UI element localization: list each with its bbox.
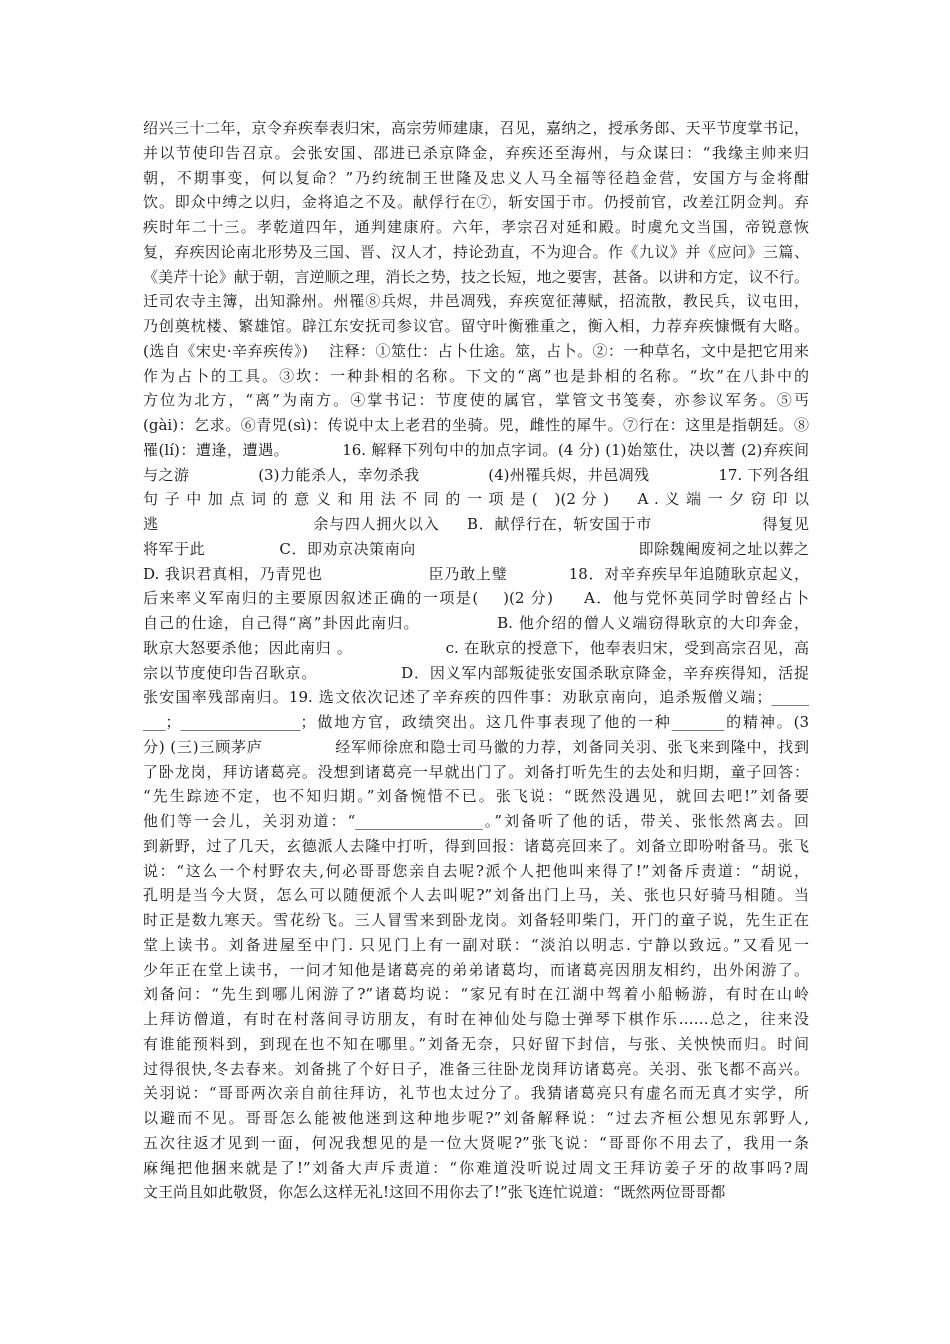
text-line: 并以节使印告召京。会张安国、邵进已杀京降金，弃疾还至海州，与众谋曰：“我缘主帅来归 xyxy=(143,143,809,162)
text-line: 迁司农寺主簿，出知滁州。州罹⑧兵烬，井邑凋残，弃疾宽征薄赋，招流散，教民兵，议屯田， xyxy=(143,292,809,311)
text-line: 分) (三)三顾茅庐 经军师徐庶和隐士司马徽的力荐，刘备同关羽、张飞来到隆中，找到 xyxy=(143,737,809,756)
text-line: 他们等一会儿，关羽劝道：“_________________。”刘备听了他的话，带关、张怅然离去。回 xyxy=(143,812,809,830)
text-line: 逃 余与四人拥火以入 B．献俘行在，斩安国于市 得复见 xyxy=(143,515,809,533)
text-line: 麻绳把他捆来就是了!”刘备大声斥责道：“你难道没听说过周文王拜访姜子牙的故事吗?周 xyxy=(143,1158,809,1177)
text-line: (选自《宋史·辛弃疾传》) 注释：①筮仕：占卜仕途。筮，占卜。②：一种草名，文中是把它用来 xyxy=(143,341,809,360)
text-line: 到新野，过了几天，玄德派人去隆中打听，得到回报：诸葛亮回来了。刘备立即吩咐备马。张飞 xyxy=(143,836,809,855)
text-line: 宗以节度使印告召耿京。 D．因义军内部叛徒张安国杀耿京降金，辛弃疾得知，活捉 xyxy=(143,663,809,682)
text-line: 上拜访僧道，有时在村落间寻访朋友，有时在神仙处与隐士弹琴下棋作乐……总之，往来没 xyxy=(143,1010,809,1028)
text-line: 绍兴三十二年，京令弃疾奉表归宋，高宗劳师建康，召见，嘉纳之，授承务郎、天平节度掌书记， xyxy=(143,119,809,137)
text-line: ___；________________；做地方官，政绩突出。这几件事表现了他的一种_______的精神。(3 xyxy=(143,713,809,731)
text-line: 孔明是当今大贤，怎么可以随便派个人去叫呢?”刘备出门上马，关、张也只好骑马相随。当 xyxy=(143,886,809,905)
text-line: 堂上读书。刘备进屋至中门. 只见门上有一副对联：“淡泊以明志. 宁静以致远。”又看见一 xyxy=(143,935,809,954)
text-line: 《美芹十论》献于朝，言逆顺之理，消长之势，技之长短，地之要害，甚备。以讲和方定，议不行。 xyxy=(143,267,809,286)
text-line: 少年正在堂上读书，一问才知他是诸葛亮的弟弟诸葛均，而诸葛亮因朋友相约，出外闲游了。 xyxy=(143,960,809,979)
document-page xyxy=(143,116,809,1205)
text-line: 作为占卜的工具。③坎：一种卦相的名称。下文的“离”也是卦相的名称。“坎”在八卦中的 xyxy=(143,366,809,385)
text-line: 耿京大怒要杀他；因此南归 。 c. 在耿京的授意下，他奉表归宋，受到高宗召见，高 xyxy=(143,638,809,657)
text-line: 罹(lí)：遭逢，遭遇。 16. 解释下列句中的加点字词。(4 分) (1)始筮仕，决以蓍 (2)弃疾间 xyxy=(143,440,809,459)
text-line: 后来率义军南归的主要原因叙述正确的一项是( )(2 分) A．他与党怀英同学时曾经占卜 xyxy=(143,589,809,608)
text-line: 说：“这么一个村野农夫,何必哥哥您亲自去呢?派个人把他叫来得了!”刘备斥责道：“胡说， xyxy=(143,861,809,880)
text-line: 与之游 (3)力能杀人，幸勿杀我 (4)州罹兵烬，井邑凋残 17. 下列各组 xyxy=(143,465,809,484)
text-line: 文王尚且如此敬贤，你怎么这样无礼!这回不用你去了!”张飞连忙说道：“既然两位哥哥都 xyxy=(143,1183,726,1202)
text-line: 五次往返才见到一面，何况我想见的是一位大贤呢?”张飞说：“哥哥你不用去了，我用一条 xyxy=(143,1133,809,1152)
text-line: 了卧龙岗，拜访诸葛亮。没想到诸葛亮一早就出门了。刘备打听先生的去处和归期，童子回答： xyxy=(143,762,809,781)
text-line: 时正是数九寒天。雪花纷飞。三人冒雪来到卧龙岗。刘备轻叩柴门，开门的童子说，先生正在 xyxy=(143,911,809,929)
text-line: 过得很快,冬去春来。刘备挑了个好日子，准备三往卧龙岗拜访诸葛亮。关羽、张飞都不高兴。 xyxy=(143,1059,809,1078)
text-line: 有谁能预料到，到现在也不知在哪里。”刘备无奈，只好留下封信，与张、关怏怏而归。时间 xyxy=(143,1034,809,1053)
text-line: 自己的仕途，自己得“离”卦因此南归。 B. 他介绍的僧人义端窃得耿京的大印奔金， xyxy=(143,614,809,632)
text-line: 张安国率残部南归。19. 选文依次记述了辛弃疾的四件事：劝耿京南向，追杀叛僧义端；_____ xyxy=(143,688,809,707)
text-line: 复，弃疾因论南北形势及三国、晋、汉人才，持论劲直，不为迎合。作《九议》并《应问》三篇、 xyxy=(143,242,809,261)
text-line: 句 子 中 加 点 词 的 意 义 和 用 法 不 同 的 一 项 是 ( )(2 分 ) A . 义 端 一 夕 窃 印 以 xyxy=(143,490,809,509)
text-line: 刘备问：“先生到哪儿闲游了?”诸葛均说：“家兄有时在江湖中驾着小船畅游，有时在山岭 xyxy=(143,985,809,1004)
text-line: 饮。即众中缚之以归，金将追之不及。献俘行在⑦，斩安国于市。仍授前官，改差江阴佥判。弃 xyxy=(143,193,809,212)
text-line: D. 我识君真相，乃青兕也 臣乃敢上璧 18．对辛弃疾早年追随耿京起义， xyxy=(143,564,809,583)
text-line: 以避而不见。哥哥怎么能被他迷到这种地步呢?”刘备解释说：“过去齐桓公想见东郭野人, xyxy=(143,1109,809,1127)
text-line: 朝，不期事变，何以复命？”乃约统制王世隆及忠义人马全福等径趋金营，安国方与金将酣 xyxy=(143,168,809,187)
text-line: 关羽说：“哥哥两次亲自前往拜访，礼节也太过分了。我猜诸葛亮只有虚名而无真才实学，所 xyxy=(143,1084,809,1103)
text-line: 方位为北方，“离”为南方。④掌书记：节度使的属官，掌管文书笺奏，亦参议军务。⑤丐 xyxy=(143,391,809,410)
text-line: 乃创奠枕楼、繁雄馆。辟江东安抚司参议官。留守叶衡雅重之，衡入相，力荐弃疾慷慨有大略。 xyxy=(143,317,809,335)
text-line: 将军于此 C．即劝京决策南向 即除魏阉废祠之址以葬之 xyxy=(143,539,809,558)
text-line: “先生踪迹不定，也不知归期。”刘备惋惜不已。张飞说：“既然没遇见，就回去吧!”刘备要 xyxy=(143,787,809,806)
text-line: 疾时年二十三。孝乾道四年，通判建康府。六年，孝宗召对延和殿。时虞允文当国，帝锐意恢 xyxy=(143,218,809,236)
text-line: (gài)：乞求。⑥青兕(sì)：传说中太上老君的坐骑。兕，雌性的犀牛。⑦行在：这里是指朝廷。⑧ xyxy=(143,416,809,434)
